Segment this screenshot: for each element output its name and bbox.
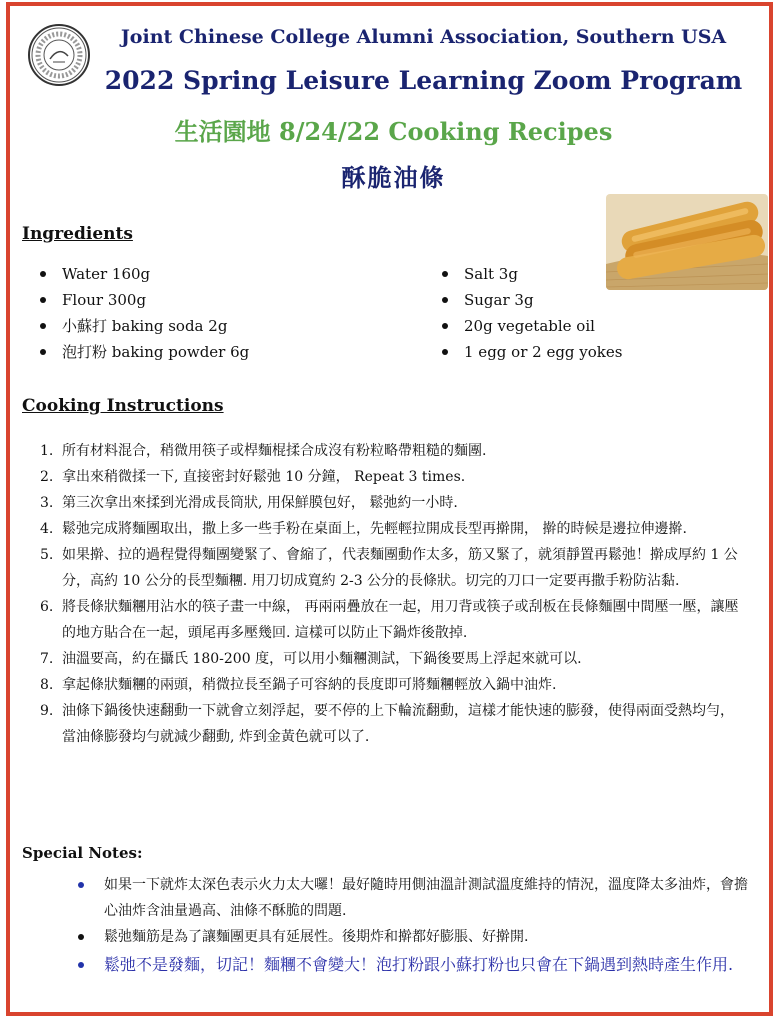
step-text: 拿出來稍微揉一下, 直接密封好鬆弛 10 分鐘， Repeat 3 times. — [62, 469, 466, 485]
list-item — [40, 490, 745, 516]
ingredients-right-list — [440, 261, 622, 365]
step-number: 7. — [40, 651, 54, 667]
recipe-page — [6, 2, 773, 1016]
ingredients-title: Ingredients — [22, 224, 133, 244]
list-item: 鬆弛不是發麵，切記！麵糰不會變大！泡打粉跟小蘇打粉也只會在下鍋遇到熱時產生作用. — [74, 950, 756, 980]
step-text: 所有材料混合，稍微用筷子或桿麵棍揉合成沒有粉粒略帶粗糙的麵團. — [62, 443, 487, 459]
instructions-title: Cooking Instructions — [22, 396, 224, 416]
dish-title: 酥脆油條 — [341, 163, 446, 192]
list-item — [40, 542, 745, 594]
list-item: 20g vegetable oil — [440, 313, 622, 339]
list-item: 如果一下就炸太深色表示火力太大囉！最好隨時用側油溫計測試溫度維持的情況，溫度降太多油炸，會擔心油炸含油量過高、油條不酥脆的問題. — [74, 872, 756, 924]
step-number: 6. — [40, 599, 54, 615]
step-number: 2. — [40, 469, 54, 485]
fried-dough-photo — [606, 194, 768, 290]
list-item — [40, 464, 745, 490]
association-title: Joint Chinese College Alumni Association, Southern USA — [120, 26, 727, 48]
ingredients-left-list — [38, 261, 249, 365]
step-text: 拿起條狀麵糰的兩頭，稍微拉長至鍋子可容納的長度即可將麵糰輕放入鍋中油炸. — [62, 677, 557, 693]
step-number: 1. — [40, 443, 54, 459]
step-number: 9. — [40, 703, 54, 719]
instructions-list — [40, 438, 745, 750]
step-number: 8. — [40, 677, 54, 693]
list-item: 小蘇打 baking soda 2g — [38, 313, 249, 339]
list-item: Sugar 3g — [440, 287, 622, 313]
step-text: 第三次拿出來揉到光滑成長筒狀, 用保鮮膜包好， 鬆弛約一小時. — [62, 495, 458, 511]
special-notes-list — [74, 872, 756, 980]
list-item: 鬆弛麵筋是為了讓麵團更具有延展性。後期炸和擀都好膨脹、好擀開. — [74, 924, 756, 950]
list-item: Water 160g — [38, 261, 249, 287]
step-text: 油溫要高，約在攝氏 180-200 度，可以用小麵糰測試，下鍋後要馬上浮起來就可以. — [62, 651, 582, 667]
list-item — [40, 672, 745, 698]
step-number: 5. — [40, 547, 54, 563]
step-text: 鬆弛完成將麵團取出，撒上多一些手粉在桌面上，先輕輕拉開成長型再擀開， 擀的時候是邊拉伸邊擀. — [62, 521, 687, 537]
step-text: 將長條狀麵糰用沾水的筷子畫一中線， 再兩兩疊放在一起，用刀背或筷子或刮板在長條麵團中間壓一壓，讓壓的地方貼合在一起，頭尾再多壓幾回. 這樣可以防止下鍋炸後散掉. — [62, 599, 739, 641]
list-item: Salt 3g — [440, 261, 622, 287]
step-text: 油條下鍋後快速翻動一下就會立刻浮起，要不停的上下輪流翻動，這樣才能快速的膨發，使得兩面受熱均勻，當油條膨發均勻就減少翻動, 炸到金黃色就可以了. — [62, 703, 734, 745]
list-item: 1 egg or 2 egg yokes — [440, 339, 622, 365]
step-text: 如果擀、拉的過程覺得麵團變緊了、會縮了，代表麵團動作太多，筋又緊了，就須靜置再鬆弛！擀成厚約 1 公分，高約 10 公分的長型麵糰. 用刀切成寬約 2-3 公分的長條狀。切完的刀口一定要再撒手粉防沾黏. — [62, 547, 738, 589]
list-item: Flour 300g — [38, 287, 249, 313]
program-title: 2022 Spring Leisure Learning Zoom Program — [104, 66, 743, 95]
special-notes-title: Special Notes: — [22, 844, 143, 862]
list-item — [40, 698, 745, 750]
step-number: 3. — [40, 495, 54, 511]
list-item — [40, 516, 745, 542]
list-item: 泡打粉 baking powder 6g — [38, 339, 249, 365]
recipe-date-title: 生活園地 8/24/22 Cooking Recipes — [174, 117, 613, 146]
list-item — [40, 438, 745, 464]
step-number: 4. — [40, 521, 54, 537]
list-item — [40, 646, 745, 672]
list-item — [40, 594, 745, 646]
